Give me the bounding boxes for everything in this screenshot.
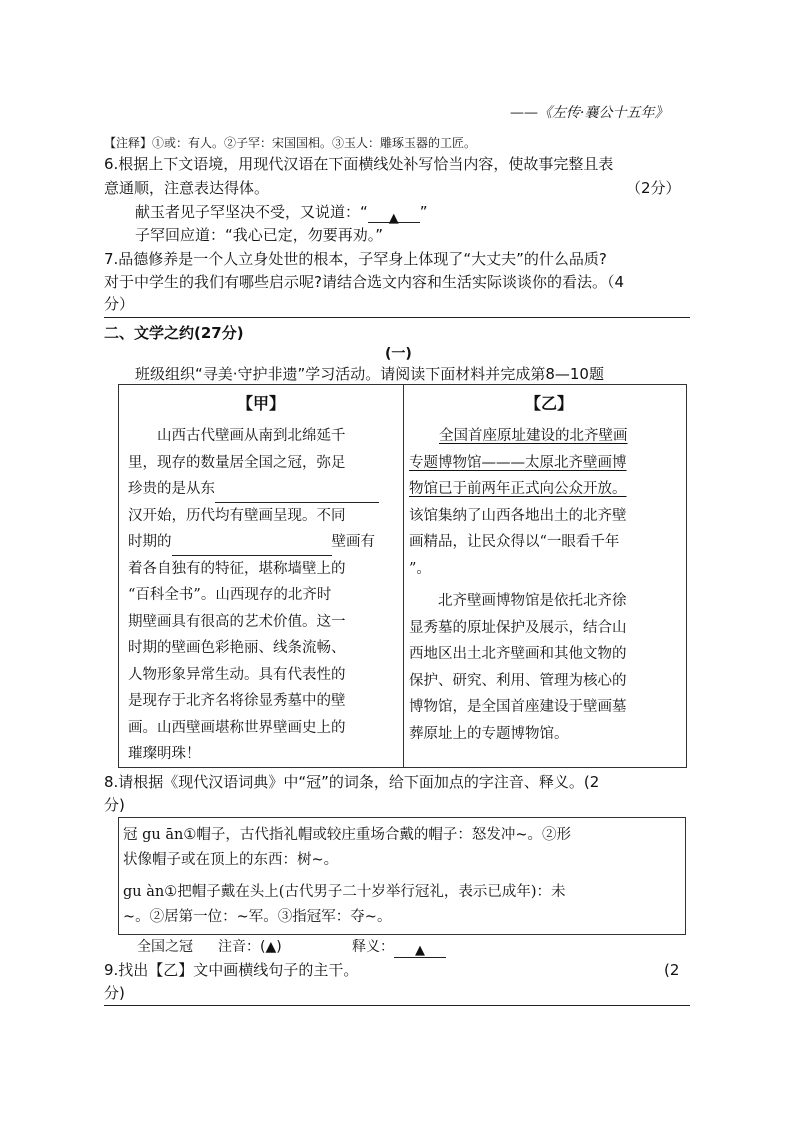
triangle-marker-icon: ▲ xyxy=(415,943,425,958)
jia-line: 时期的 xyxy=(128,534,172,550)
q8-shiyi-label: 释义： xyxy=(352,939,394,955)
dict-line2: 状像帽子或在顶上的东西：树~。 xyxy=(123,852,339,868)
yi-line: 博物馆，是全国首座建设于壁画墓 xyxy=(409,699,627,715)
table-column-divider xyxy=(403,384,404,768)
q7-line2: 对于中学生的我们有哪些启示呢?请结合选文内容和生活实际谈谈你的看法。（4 xyxy=(104,273,625,291)
yi-line: 显秀墓的原址保护及展示，结合山 xyxy=(409,619,627,636)
jia-line: 时期的壁画色彩艳丽、线条流畅、 xyxy=(128,640,346,656)
q8-line1: 8.请根据《现代汉语词典》中“冠”的词条，给下面加点的字注音、释义。(2 xyxy=(104,773,600,791)
section2-intro: 班级组织“寻美·守护非遗”学习活动。请阅读下面材料并完成第8—10题 xyxy=(135,365,604,383)
jia-line: 期壁画具有很高的艺术价值。这一 xyxy=(128,613,346,630)
q7-line3: 分） xyxy=(104,295,135,313)
jia-line-with-blank xyxy=(128,529,398,556)
q8-shiyi xyxy=(352,937,446,958)
jia-line: 是现存于北齐名将徐显秀墓中的壁 xyxy=(128,693,346,709)
section2-title: 二、文学之约(27分) xyxy=(104,324,244,342)
jia-line: 汉开始，历代均有壁画呈现。不同 xyxy=(128,507,346,524)
notes: 【注释】①或：有人。②子罕：宋国国相。③玉人：雕琢玉器的工匠。 xyxy=(104,136,477,150)
jia-line: 壁画有 xyxy=(331,534,375,550)
q6-line1: 6.根据上下文语境，用现代汉语在下面横线处补写恰当内容，使故事完整且表 xyxy=(104,155,614,173)
q8-shiyi-blank[interactable] xyxy=(394,940,446,958)
q6-dialog1-post: ” xyxy=(419,203,428,221)
q6-dialog2: 子罕回应道：“我心已定，勿要再劝。” xyxy=(135,226,384,244)
section2-part: (一) xyxy=(385,346,412,362)
yi-underlined-line: 物馆已于前两年正式向公众开放。 xyxy=(409,481,627,497)
q6-line2: 意通顺，注意表达得体。 xyxy=(104,179,270,197)
q6-answer-blank[interactable] xyxy=(368,206,420,226)
q6-points: （2分） xyxy=(626,179,681,197)
triangle-marker-icon: ▲ xyxy=(388,211,399,226)
jia-line: 珍贵的是从东 xyxy=(128,481,215,497)
jia-line-with-blank xyxy=(128,476,398,503)
dict-line1: 冠 gu ān①帽子，古代指礼帽或较庄重场合戴的帽子：怒发冲~。②形 xyxy=(123,827,571,843)
jia-line: 璀璨明珠！ xyxy=(128,746,201,762)
jia-line: 画。山西壁画堪称世界壁画史上的 xyxy=(128,719,346,736)
q8-line2: 分) xyxy=(104,796,125,814)
q9-line1: 9.找出【乙】文中画横线句子的主干。 xyxy=(104,961,359,979)
section-divider xyxy=(104,317,690,318)
jia-blank-1[interactable] xyxy=(215,484,379,503)
yi-header: 【乙】 xyxy=(525,394,574,413)
yi-underlined-line: 全国首座原址建设的北齐壁画 xyxy=(439,428,628,444)
dict-line3: gu àn①把帽子戴在头上(古代男子二十岁举行冠礼，表示已成年)：未 xyxy=(123,884,566,900)
jia-line: “百科全书”。山西现存的北齐时 xyxy=(128,587,332,603)
yi-line: 画精品，让民众得以“一眼看千年 xyxy=(409,534,620,550)
q9-points: (2 xyxy=(664,961,680,979)
yi-text xyxy=(409,423,683,747)
yi-line: 保护、研究、利用、管理为核心的 xyxy=(409,672,627,689)
bottom-divider xyxy=(104,1005,690,1006)
dict-line4: ~。②居第一位：~军。③指冠军：夺~。 xyxy=(123,909,392,925)
q8-answer-phrase: 全国之冠 xyxy=(137,939,193,955)
jia-header: 【甲】 xyxy=(237,394,286,413)
q8-zhuyin: 注音：(▲) xyxy=(218,939,282,955)
source-citation: ——《左传·襄公十五年》 xyxy=(510,105,669,121)
q6-dialog1-pre: 献玉者见子罕坚决不受，又说道：“ xyxy=(135,203,368,221)
q7-line1: 7.品德修养是一个人立身处世的根本，子罕身上体现了“大丈夫”的什么品质? xyxy=(104,250,607,268)
jia-line: 人物形象异常生动。具有代表性的 xyxy=(128,666,346,683)
jia-blank-2[interactable] xyxy=(172,537,332,556)
yi-underlined-line: 专题博物馆———太原北齐壁画博 xyxy=(409,454,627,471)
q6-dialog1 xyxy=(135,201,428,226)
yi-line: ”。 xyxy=(409,560,431,577)
yi-line: 该馆集纳了山西各地出土的北齐壁 xyxy=(409,507,627,524)
jia-text xyxy=(128,423,398,768)
yi-line: 北齐壁画博物馆是依托北齐徐 xyxy=(409,593,627,609)
jia-line: 山西古代壁画从南到北绵延千 xyxy=(128,428,346,444)
jia-line: 着各自独有的特征，堪称墙壁上的 xyxy=(128,560,346,577)
yi-line: 葬原址上的专题博物馆。 xyxy=(409,725,569,742)
yi-line: 西地区出土北齐壁画和其他文物的 xyxy=(409,646,627,662)
q9-line2: 分) xyxy=(104,984,125,1002)
jia-line: 里，现存的数量居全国之冠，弥足 xyxy=(128,454,346,471)
